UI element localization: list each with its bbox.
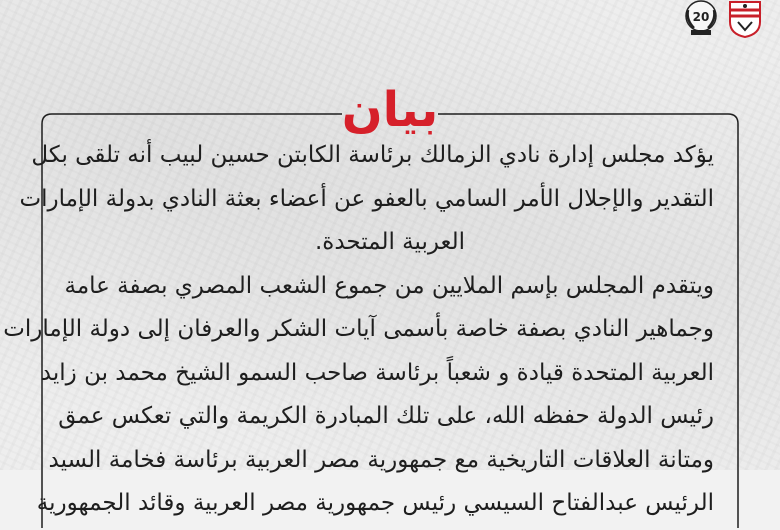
zamalek-crest <box>728 0 762 38</box>
statement-line: العربية المتحدة قيادة و شعباً برئاسة صاحب السمو الشيخ محمد بن زايد <box>40 359 714 386</box>
laurel-badge-icon <box>682 0 720 38</box>
statement-line: ويتقدم المجلس بإسم الملايين من جموع الشعب المصري بصفة عامة <box>64 272 714 299</box>
statement-line: يؤكد مجلس إدارة نادي الزمالك برئاسة الكابتن حسين لبيب أنه تلقى بكل <box>31 142 714 168</box>
badge-number: 20 <box>692 10 710 24</box>
club-crest-icon <box>728 0 762 38</box>
statement-line: الرئيس عبدالفتاح السيسي رئيس جمهورية مصر العربية وقائد الجمهورية <box>36 490 714 516</box>
statement-line: رئيس الدولة حفظه الله، على تلك المبادرة الكريمة والتي تعكس عمق <box>58 403 714 429</box>
statement-line: التقدير والإجلال الأمر السامي بالعفو عن أعضاء بعثة النادي بدولة الإمارات <box>19 185 714 212</box>
anniversary-badge <box>682 0 720 38</box>
statement-line: العربية المتحدة. <box>314 229 466 255</box>
statement-title: بيان <box>341 82 439 138</box>
header-logos <box>682 0 762 42</box>
statement-line: ومتانة العلاقات التاريخية مع جمهورية مصر العربية برئاسة فخامة السيد <box>48 446 714 473</box>
statement-line: وجماهير النادي بصفة خاصة بأسمى آيات الشكر والعرفان إلى دولة الإمارات <box>3 316 714 342</box>
statement-body <box>3 134 714 526</box>
